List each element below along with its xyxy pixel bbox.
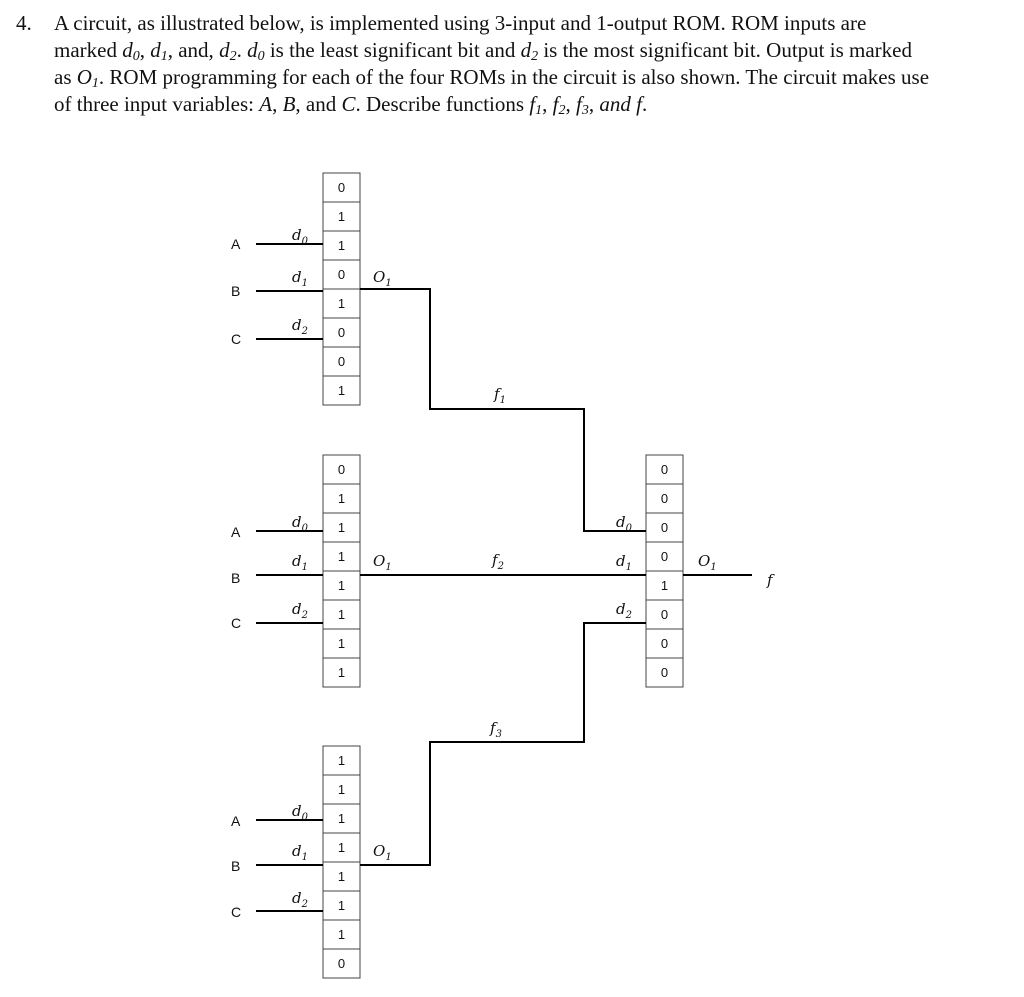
svg-text:1: 1: [337, 782, 346, 797]
rom-4-cell-4: [646, 571, 683, 600]
rom-3-input-label-b: B: [231, 858, 241, 874]
svg-text:0: 0: [660, 491, 669, 506]
rom-1-cell-1: [323, 202, 360, 231]
rom-2-cell-6: [323, 629, 360, 658]
rom-4-cells: [646, 455, 683, 687]
rom-4-cell-3: [646, 542, 683, 571]
rom-2-pin-d1: $d_1$: [292, 552, 308, 573]
rom-2-input-label-a: A: [231, 524, 241, 540]
rom-3-cell-6: [323, 920, 360, 949]
svg-text:1: 1: [337, 209, 346, 224]
signal-label-f: f: [767, 571, 773, 589]
svg-text:0: 0: [660, 607, 669, 622]
question-number: 4.: [16, 11, 32, 35]
svg-text:0: 0: [660, 549, 669, 564]
rom-2-output-label: $O_1$: [373, 552, 392, 573]
rom-2-input-label-b: B: [231, 570, 241, 586]
rom-4-pin-d2: $d_2$: [616, 600, 632, 621]
signal-label-f3: $f_3$: [490, 719, 502, 740]
svg-text:1: 1: [337, 898, 346, 913]
svg-text:0: 0: [660, 462, 669, 477]
signal-label-f1: $f_1$: [494, 385, 506, 406]
rom-3-input-label-c: C: [231, 904, 242, 920]
svg-text:0: 0: [337, 180, 346, 195]
rom-3-cell-2: [323, 804, 360, 833]
question-line-1: A circuit, as illustrated below, is implemented using 3-input and 1-output ROM. ROM inputs are: [54, 11, 867, 35]
svg-text:1: 1: [337, 927, 346, 942]
question-body: A circuit, as illustrated below, is implemented using 3-input and 1-output ROM. ROM inputs are marked $d_0$, $d_1$, and, $d_2$. $d_0$ is the least significant bit and $d_2$ is the most significant bit. Output is marked as $O_1$. ROM programming for each of the four ROMs in the circuit is also shown. The circuit makes use of three input variables: A, B, and C. Describe functions $f_1$, $f_2$, $f_3$, and f.: [54, 11, 930, 118]
rom-3-input-label-a: A: [231, 813, 241, 829]
wire-f1: [360, 289, 646, 531]
rom-4-cell-1: [646, 484, 683, 513]
svg-text:1: 1: [337, 811, 346, 826]
rom-2-cells: [323, 455, 360, 687]
rom-3-pin-d2: $d_2$: [292, 889, 308, 910]
svg-text:1: 1: [660, 578, 669, 593]
svg-text:0: 0: [337, 462, 346, 477]
rom-4-pin-d0: $d_0$: [616, 513, 632, 534]
svg-text:1: 1: [337, 636, 346, 651]
rom-4-cell-0: [646, 455, 683, 484]
rom-1-cell-5: [323, 318, 360, 347]
svg-text:1: 1: [337, 578, 346, 593]
rom-2-pin-d0: $d_0$: [292, 513, 308, 534]
rom-1-cell-3: [323, 260, 360, 289]
svg-text:0: 0: [337, 267, 346, 282]
svg-text:0: 0: [660, 520, 669, 535]
rom-4-cell-5: [646, 600, 683, 629]
rom-1-pin-d2: $d_2$: [292, 316, 308, 337]
rom-2-cell-1: [323, 484, 360, 513]
rom-1-input-label-a: A: [231, 236, 241, 252]
rom-1-pin-d1: $d_1$: [292, 268, 308, 289]
rom-3-pin-d1: $d_1$: [292, 842, 308, 863]
rom-1-input-label-c: C: [231, 331, 242, 347]
svg-text:0: 0: [337, 325, 346, 340]
rom-3-pin-d0: $d_0$: [292, 802, 308, 823]
rom-3: [231, 746, 392, 978]
rom-2-pin-d2: $d_2$: [292, 600, 308, 621]
wire-f3: [360, 623, 646, 865]
rom-2-cell-7: [323, 658, 360, 687]
rom-3-cell-5: [323, 891, 360, 920]
svg-text:1: 1: [337, 383, 346, 398]
rom-4-cell-6: [646, 629, 683, 658]
rom-2-cell-0: [323, 455, 360, 484]
rom-1-output-label: $O_1$: [373, 268, 392, 289]
rom-3-cells: [323, 746, 360, 978]
rom-3-cell-3: [323, 833, 360, 862]
svg-text:1: 1: [337, 520, 346, 535]
svg-text:1: 1: [337, 296, 346, 311]
signal-label-f2: $f_2$: [492, 551, 504, 572]
rom-3-cell-7: [323, 949, 360, 978]
svg-text:0: 0: [337, 354, 346, 369]
svg-text:1: 1: [337, 549, 346, 564]
rom-4-cell-2: [646, 513, 683, 542]
rom-1-cells: [323, 173, 360, 405]
rom-4-output-label: $O_1$: [698, 552, 717, 573]
rom-1-cell-2: [323, 231, 360, 260]
rom-4-pin-d1: $d_1$: [616, 552, 632, 573]
svg-text:0: 0: [660, 665, 669, 680]
rom-1-cell-4: [323, 289, 360, 318]
rom-1-cell-6: [323, 347, 360, 376]
rom-2: [231, 455, 392, 687]
svg-text:1: 1: [337, 238, 346, 253]
svg-text:0: 0: [660, 636, 669, 651]
rom-1-cell-0: [323, 173, 360, 202]
rom-2-cell-5: [323, 600, 360, 629]
rom-2-cell-2: [323, 513, 360, 542]
rom-1-pin-d0: $d_0$: [292, 226, 308, 247]
svg-text:1: 1: [337, 869, 346, 884]
svg-text:0: 0: [337, 956, 346, 971]
rom-3-cell-4: [323, 862, 360, 891]
rom-2-input-label-c: C: [231, 615, 242, 631]
rom-1-input-label-b: B: [231, 283, 241, 299]
rom-2-cell-3: [323, 542, 360, 571]
rom-2-cell-4: [323, 571, 360, 600]
rom-3-cell-0: [323, 746, 360, 775]
svg-text:1: 1: [337, 491, 346, 506]
rom-3-cell-1: [323, 775, 360, 804]
rom-4: [616, 455, 717, 687]
rom-3-output-label: $O_1$: [373, 842, 392, 863]
svg-text:1: 1: [337, 607, 346, 622]
svg-text:1: 1: [337, 840, 346, 855]
svg-text:1: 1: [337, 665, 346, 680]
rom-4-cell-7: [646, 658, 683, 687]
rom-1-cell-7: [323, 376, 360, 405]
svg-text:1: 1: [337, 753, 346, 768]
